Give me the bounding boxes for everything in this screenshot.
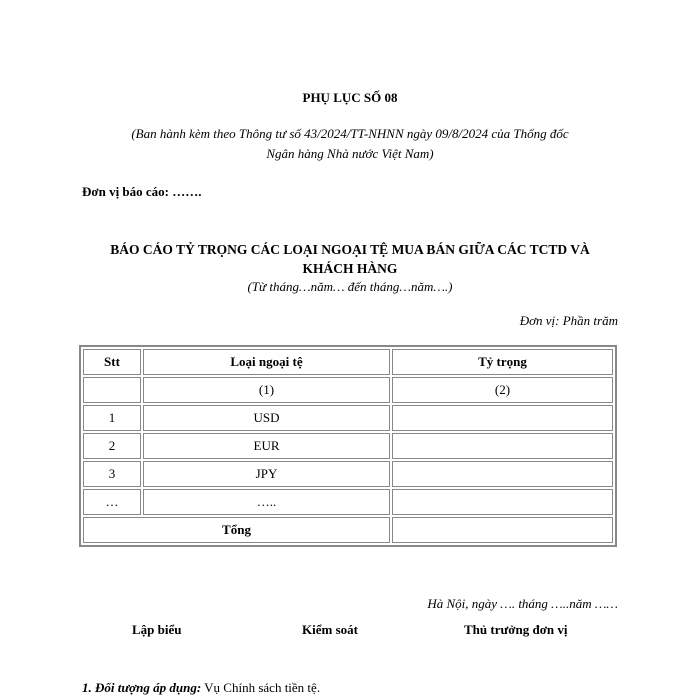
table-total-row	[83, 517, 613, 543]
report-title-line-1: BÁO CÁO TỶ TRỌNG CÁC LOẠI NGOẠI TỆ MUA BÁN GIỮA CÁC TCTD VÀ	[110, 242, 590, 257]
row-currency: JPY	[143, 461, 390, 487]
row-proportion[interactable]	[392, 489, 613, 515]
issued-note-line-1: (Ban hành kèm theo Thông tư số 43/2024/TT-NHNN ngày 09/8/2024 của Thống đốc	[131, 126, 569, 141]
table-index-row	[83, 377, 613, 403]
appendix-title: PHỤ LỤC SỐ 08	[302, 90, 398, 105]
table-row	[83, 433, 613, 459]
report-title-line-2: KHÁCH HÀNG	[302, 261, 398, 276]
index-proportion: (2)	[392, 377, 613, 403]
report-period: (Từ tháng…năm… đến tháng…năm….)	[247, 279, 453, 294]
signature-preparer: Lập biểu	[132, 622, 182, 637]
row-stt: 1	[83, 405, 141, 431]
row-proportion[interactable]	[392, 405, 613, 431]
header-stt: Stt	[83, 349, 141, 375]
table-header-row	[83, 349, 613, 375]
total-label: Tổng	[83, 517, 390, 543]
row-proportion[interactable]	[392, 433, 613, 459]
signature-controller: Kiểm soát	[302, 622, 358, 637]
index-stt	[83, 377, 141, 403]
signature-head-of-unit: Thủ trưởng đơn vị	[464, 622, 568, 637]
row-currency: …..	[143, 489, 390, 515]
table-row	[83, 405, 613, 431]
row-stt: …	[83, 489, 141, 515]
scope-value: Vụ Chính sách tiền tệ.	[201, 680, 321, 695]
row-currency: EUR	[143, 433, 390, 459]
report-table-wrapper	[79, 345, 617, 547]
scope-label: 1. Đối tượng áp dụng:	[82, 680, 202, 695]
report-table	[79, 345, 617, 547]
date-line: Hà Nội, ngày …. tháng …..năm ……	[427, 596, 618, 611]
issued-note-line-2: Ngân hàng Nhà nước Việt Nam)	[266, 146, 434, 161]
table-row	[83, 489, 613, 515]
header-proportion: Tỷ trọng	[392, 349, 613, 375]
row-currency: USD	[143, 405, 390, 431]
table-row	[83, 461, 613, 487]
header-currency-type: Loại ngoại tệ	[143, 349, 390, 375]
row-stt: 2	[83, 433, 141, 459]
scope-line	[82, 680, 320, 696]
row-stt: 3	[83, 461, 141, 487]
issued-note	[0, 124, 700, 164]
reporting-unit: Đơn vị báo cáo: …….	[82, 184, 202, 199]
row-proportion[interactable]	[392, 461, 613, 487]
total-value[interactable]	[392, 517, 613, 543]
unit-note: Đơn vị: Phần trăm	[519, 313, 618, 328]
index-currency-type: (1)	[143, 377, 390, 403]
report-title	[0, 240, 700, 278]
